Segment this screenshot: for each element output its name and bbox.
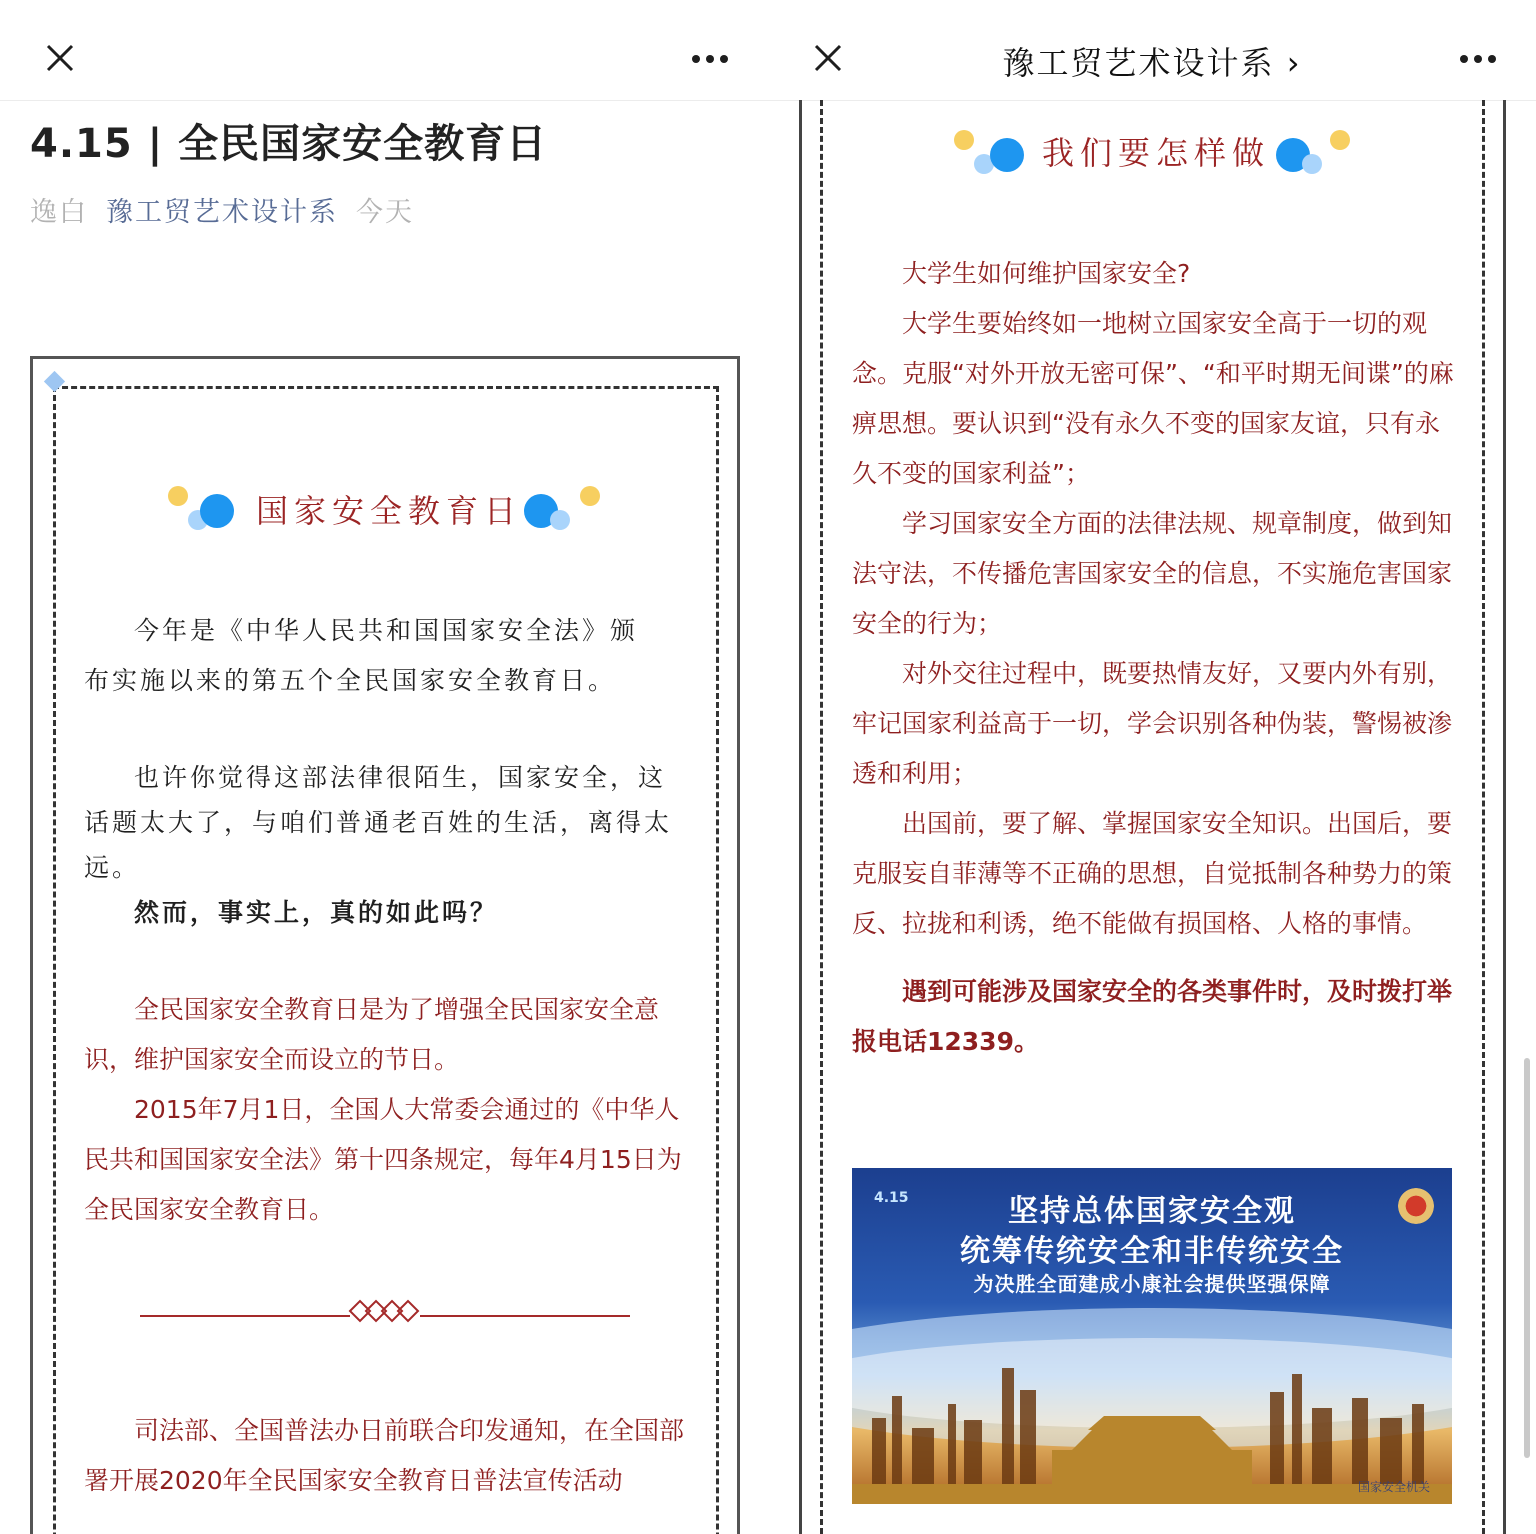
intro-paragraph: 也许你觉得这部法律很陌生，国家安全，这话题太大了，与咱们普通老百姓的生活，离得太远。 bbox=[84, 763, 673, 882]
right-outer-frame-left bbox=[799, 100, 802, 1534]
section-heading-left bbox=[166, 486, 606, 536]
account-link[interactable]: 豫工贸艺术设计系 bbox=[106, 197, 338, 228]
bubble-decoration-icon bbox=[550, 510, 570, 530]
bubble-decoration-icon bbox=[1330, 130, 1350, 150]
scrollbar[interactable] bbox=[1524, 1058, 1530, 1458]
article-meta bbox=[30, 190, 414, 229]
account-title-text: 豫工贸艺术设计系 bbox=[1002, 44, 1275, 82]
section-heading-right bbox=[952, 128, 1362, 178]
publish-time: 今天 bbox=[356, 197, 414, 228]
poster-line-3: 为决胜全面建成小康社会提供坚强保障 bbox=[973, 1272, 1331, 1296]
notice-paragraph-block bbox=[84, 1406, 689, 1506]
bubble-decoration-icon bbox=[990, 138, 1024, 172]
poster-credit: 国家安全机关 bbox=[1358, 1480, 1431, 1494]
guidance-paragraph: 学习国家安全方面的法律法规、规章制度，做到知法守法，不传播危害国家安全的信息，不实施危害国家安全的行为； bbox=[852, 509, 1453, 638]
bubble-decoration-icon bbox=[954, 130, 974, 150]
article-dashed-frame bbox=[53, 386, 719, 1534]
intro-paragraph: 今年是《中华人民共和国国家安全法》颁布实施以来的第五个全民国家安全教育日。 bbox=[84, 616, 639, 695]
guidance-paragraph: 出国前，要了解、掌握国家安全知识。出国后，要克服妄自菲薄等不正确的思想，自觉抵制各种势力的策反、拉拢和利诱，绝不能做有损国格、人格的事情。 bbox=[852, 809, 1453, 938]
bubble-decoration-icon bbox=[580, 486, 600, 506]
hotline-highlight: 遇到可能涉及国家安全的各类事件时，及时拨打举报电话12339。 bbox=[852, 977, 1453, 1056]
poster-line-2: 统筹传统安全和非传统安全 bbox=[960, 1234, 1344, 1269]
right-dashed-frame-left bbox=[820, 100, 823, 1534]
guidance-paragraph: 大学生要始终如一地树立国家安全高于一切的观念。克服“对外开放无密可保”、“和平时期无间谍”的麻痹思想。要认识到“没有永久不变的国家友谊，只有永久不变的国家利益”； bbox=[852, 309, 1454, 488]
author-name: 逸白 bbox=[30, 197, 88, 228]
intro-paragraph-block bbox=[84, 755, 684, 935]
bubble-decoration-icon bbox=[200, 494, 234, 528]
intro-question: 然而，事实上，真的如此吗？ bbox=[134, 898, 499, 927]
close-icon[interactable] bbox=[40, 38, 80, 78]
account-title-link[interactable] bbox=[768, 38, 1536, 84]
ornament-divider bbox=[138, 1296, 632, 1326]
bubble-decoration-icon bbox=[168, 486, 188, 506]
notice-paragraph: 司法部、全国普法办日前联合印发通知，在全国部署开展2020年全民国家安全教育日普法宣传活动 bbox=[84, 1416, 685, 1495]
right-outer-frame-right bbox=[1503, 100, 1506, 1534]
definition-paragraph: 2015年7月1日，全国人大常委会通过的《中华人民共和国国家安全法》第十四条规定，每年4月15日为全民国家安全教育日。 bbox=[84, 1095, 682, 1224]
definition-block bbox=[84, 985, 689, 1235]
intro-paragraph-block bbox=[84, 606, 684, 706]
guidance-paragraph: 对外交往过程中，既要热情友好，又要内外有别，牢记国家利益高于一切，学会识别各种伪装，警惕被渗透和利用； bbox=[852, 659, 1453, 788]
article-title: 4.15 | 全民国家安全教育日 bbox=[30, 121, 548, 167]
poster-line-1: 坚持总体国家安全观 bbox=[1008, 1194, 1296, 1229]
guidance-block bbox=[852, 249, 1454, 1067]
left-top-bar bbox=[0, 0, 768, 101]
chevron-right-icon: › bbox=[1286, 44, 1302, 82]
poster-logo: 4.15 bbox=[874, 1190, 909, 1206]
security-poster-image bbox=[852, 1168, 1452, 1504]
definition-paragraph: 全民国家安全教育日是为了增强全民国家安全意识，维护国家安全而设立的节日。 bbox=[84, 995, 660, 1074]
section-heading-text: 国家安全教育日 bbox=[256, 492, 523, 530]
section-heading-text: 我们要怎样做 bbox=[1042, 134, 1271, 172]
right-top-bar bbox=[768, 0, 1536, 101]
bubble-decoration-icon bbox=[1302, 154, 1322, 174]
guidance-paragraph: 大学生如何维护国家安全? bbox=[902, 259, 1191, 288]
right-dashed-frame-right bbox=[1482, 100, 1485, 1534]
